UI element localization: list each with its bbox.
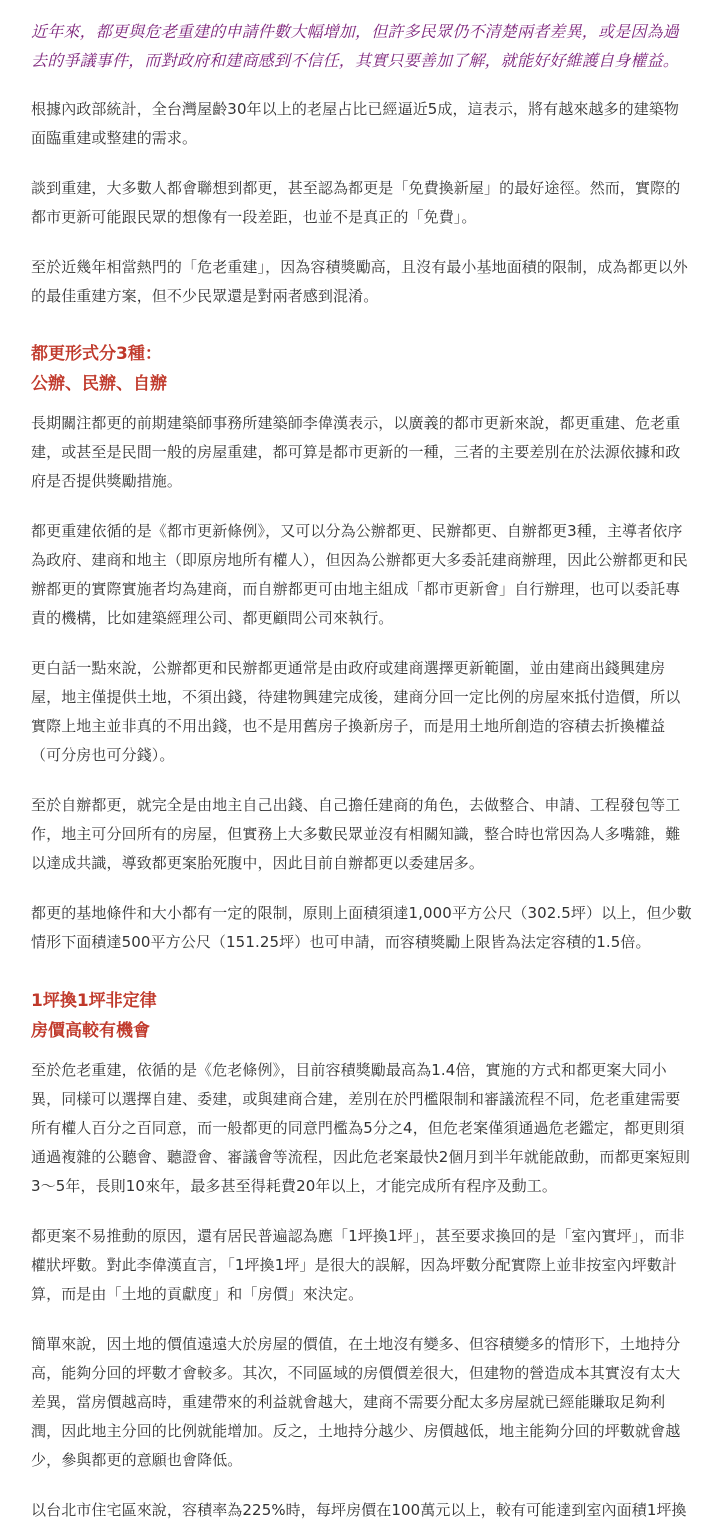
- paragraph-intro-3: 至於近幾年相當熱門的「危老重建」，因為容積獎勵高，且沒有最小基地面積的限制，成為都更以外的最佳重建方案，但不少民眾還是對兩者感到混淆。: [31, 258, 688, 305]
- section-title: 1坪換1坪非定律: [31, 991, 157, 1011]
- section-heading-one-for-one: [31, 986, 694, 1046]
- paragraph-intro-1: 根據內政部統計，全台灣屋齡30年以上的老屋占比已經逼近5成，這表示，將有越來越多的建築物面臨重建或整建的需求。: [31, 100, 680, 147]
- paragraph-section1-4: 至於自辦都更，就完全是由地主自己出錢、自己擔任建商的角色，去做整合、申請、工程發包等工作，地主可分回所有的房屋，但實務上大多數民眾並沒有相關知識，整合時也常因為人多嘴雜，難以達成共識，導致都更案胎死腹中，因此目前自辦都更以委建居多。: [31, 796, 681, 872]
- paragraph-intro-2: 談到重建，大多數人都會聯想到都更，甚至認為都更是「免費換新屋」的最好途徑。然而，實際的都市更新可能跟民眾的想像有一段差距，也並不是真正的「免費」。: [31, 179, 681, 226]
- section-title: 都更形式分3種：: [31, 344, 162, 364]
- section-heading-urban-renewal-types: [31, 339, 694, 399]
- paragraph-section1-5: 都更的基地條件和大小都有一定的限制，原則上面積須達1,000平方公尺（302.5坪）以上，但少數情形下面積達500平方公尺（151.25坪）也可申請，而容積獎勵上限皆為法定容積的1.5倍。: [31, 904, 692, 951]
- paragraph-section2-1: 至於危老重建，依循的是《危老條例》，目前容積獎勵最高為1.4倍，實施的方式和都更案大同小異，同樣可以選擇自建、委建，或與建商合建，差別在於門檻限制和審議流程不同，危老重建需要所有權人百分之百同意，而一般都更的同意門檻為5分之4，但危老案僅須通過危老鑑定，都更則須通過複雜的公聽會、聽證會、審議會等流程，因此危老案最快2個月到半年就能啟動，而都更案短則3～5年，長則10來年，最多甚至得耗費20年以上，才能完成所有程序及動工。: [31, 1061, 690, 1195]
- paragraph-section1-2: 都更重建依循的是《都市更新條例》，又可以分為公辦都更、民辦都更、自辦都更3種，主導者依序為政府、建商和地主（即原房地所有權人），但因為公辦都更大多委託建商辦理，因此公辦都更和民辦都更的實際實施者均為建商，而自辦都更可由地主組成「都市更新會」自行辦理，也可以委託專責的機構，比如建築經理公司、都更顧問公司來執行。: [31, 522, 688, 627]
- paragraph-section2-2: 都更案不易推動的原因，還有居民普遍認為應「1坪換1坪」，甚至要求換回的是「室內實坪」，而非權狀坪數。對此李偉漢直言，「1坪換1坪」是很大的誤解，因為坪數分配實際上並非按室內坪數計算，而是由「土地的貢獻度」和「房價」來決定。: [31, 1227, 685, 1303]
- paragraph-section1-3: 更白話一點來說，公辦都更和民辦都更通常是由政府或建商選擇更新範圍，並由建商出錢興建房屋，地主僅提供土地，不須出錢，待建物興建完成後，建商分回一定比例的房屋來抵付造價，所以實際上地主並非真的不用出錢，也不是用舊房子換新房子，而是用土地所創造的容積去折換權益（可分房也可分錢）。: [31, 659, 681, 764]
- section-subtitle: 房價高較有機會: [31, 1021, 150, 1041]
- section-subtitle: 公辦、民辦、自辦: [31, 374, 167, 394]
- article-lead: 近年來，都更與危老重建的申請件數大幅增加，但許多民眾仍不清楚兩者差異，或是因為過去的爭議事件，而對政府和建商感到不信任，其實只要善加了解，就能好好維護自身權益。: [31, 22, 680, 70]
- paragraph-section1-1: 長期關注都更的前期建築師事務所建築師李偉漢表示，以廣義的都市更新來說，都更重建、危老重建，或甚至是民間一般的房屋重建，都可算是都市更新的一種，三者的主要差別在於法源依據和政府是否提供獎勵措施。: [31, 414, 681, 490]
- paragraph-section2-3: 簡單來說，因土地的價值遠遠大於房屋的價值，在土地沒有變多、但容積變多的情形下，土地持分高，能夠分回的坪數才會較多。其次，不同區域的房價價差很大，但建物的營造成本其實沒有太大差異，當房價越高時，重建帶來的利益就會越大，建商不需要分配太多房屋就已經能賺取足夠利潤，因此地主分回的比例就能增加。反之，土地持分越少、房價越低，地主能夠分回的坪數就會越少，參與都更的意願也會降低。: [31, 1335, 681, 1469]
- paragraph-section2-4: 以台北市住宅區來說，容積率為225%時，每坪房價在100萬元以上，較有可能達到室內面積1坪換: [31, 1501, 687, 1519]
